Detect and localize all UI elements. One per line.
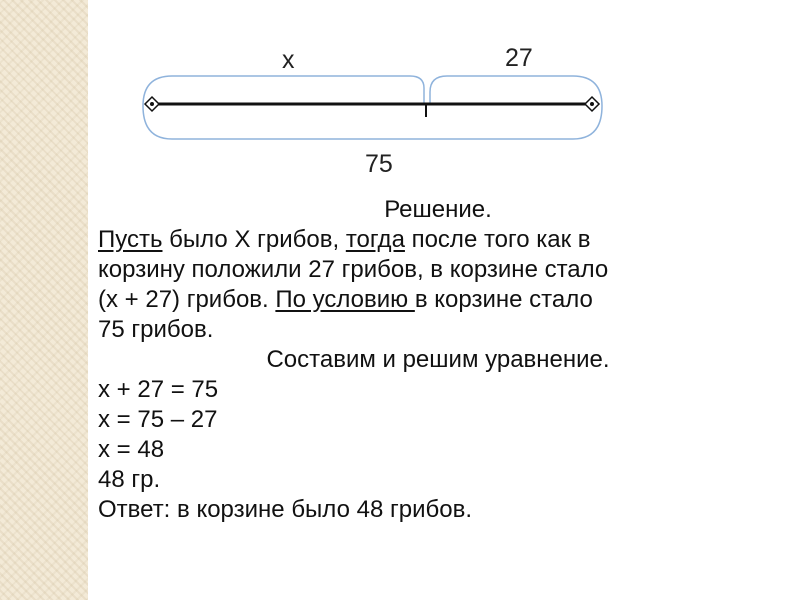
equation-1: х + 27 = 75 bbox=[98, 376, 219, 403]
result-line: 48 гр. bbox=[98, 466, 161, 493]
line-1-text-b: после того как в bbox=[404, 226, 591, 253]
brace-x bbox=[143, 76, 602, 139]
label-27: 27 bbox=[505, 44, 533, 72]
solution-line-3 bbox=[98, 285, 778, 315]
solution-line-4: 75 грибов. bbox=[98, 316, 214, 343]
line-3-text-b: в корзине стало bbox=[414, 286, 593, 313]
segment-diagram bbox=[0, 0, 800, 190]
equation-heading: Составим и решим уравнение. bbox=[266, 346, 610, 373]
line-3-text-a: (х + 27) грибов. bbox=[98, 286, 276, 313]
line-1-text-a: было Х грибов, bbox=[162, 226, 346, 253]
answer-line: Ответ: в корзине было 48 грибов. bbox=[98, 496, 472, 523]
underlined-then: тогда bbox=[345, 226, 405, 253]
label-x: x bbox=[282, 46, 295, 74]
underlined-condition: По условию bbox=[275, 286, 415, 313]
equation-3: х = 48 bbox=[98, 436, 165, 463]
solution-line-2: корзину положили 27 грибов, в корзине стало bbox=[98, 256, 609, 283]
solution-heading: Решение. bbox=[384, 196, 492, 223]
solution-text bbox=[98, 195, 778, 525]
segment-end-marker bbox=[585, 97, 599, 111]
equation-2: х = 75 – 27 bbox=[98, 406, 218, 433]
label-75: 75 bbox=[365, 150, 393, 178]
segment-start-marker bbox=[145, 97, 159, 111]
solution-line-1 bbox=[98, 225, 778, 255]
underlined-let: Пусть bbox=[98, 226, 163, 253]
